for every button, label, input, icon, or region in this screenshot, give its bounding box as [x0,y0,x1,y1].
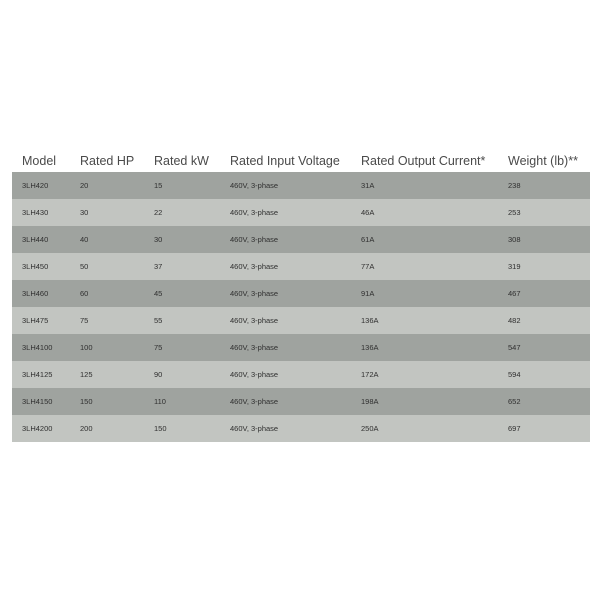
cell-model: 3LH420 [12,172,70,199]
cell-rated-hp: 30 [70,199,144,226]
cell-input-voltage: 460V, 3-phase [220,199,351,226]
cell-rated-hp: 125 [70,361,144,388]
table-row [12,334,590,361]
cell-model: 3LH475 [12,307,70,334]
cell-rated-kw: 90 [144,361,220,388]
cell-rated-kw: 110 [144,388,220,415]
cell-rated-kw: 75 [144,334,220,361]
cell-output-current: 31A [351,172,498,199]
cell-rated-hp: 75 [70,307,144,334]
cell-input-voltage: 460V, 3-phase [220,280,351,307]
cell-input-voltage: 460V, 3-phase [220,172,351,199]
header-weight: Weight (lb)** [508,154,578,168]
table-row [12,199,590,226]
table-row [12,253,590,280]
cell-model: 3LH440 [12,226,70,253]
cell-weight: 253 [498,199,590,226]
cell-weight: 319 [498,253,590,280]
cell-weight: 697 [498,415,590,442]
header-rated-input-voltage: Rated Input Voltage [230,154,340,168]
cell-model: 3LH450 [12,253,70,280]
cell-rated-kw: 37 [144,253,220,280]
cell-model: 3LH4200 [12,415,70,442]
spec-table [12,150,590,442]
cell-weight: 308 [498,226,590,253]
cell-rated-kw: 15 [144,172,220,199]
header-rated-output-current: Rated Output Current* [361,154,486,168]
cell-rated-hp: 100 [70,334,144,361]
table-row [12,388,590,415]
spec-table-container [12,150,590,442]
cell-rated-kw: 45 [144,280,220,307]
cell-input-voltage: 460V, 3-phase [220,253,351,280]
table-header-row [12,150,590,172]
header-rated-hp: Rated HP [80,154,135,168]
cell-input-voltage: 460V, 3-phase [220,415,351,442]
cell-rated-kw: 150 [144,415,220,442]
table-row [12,307,590,334]
cell-rated-hp: 50 [70,253,144,280]
cell-rated-kw: 30 [144,226,220,253]
cell-output-current: 172A [351,361,498,388]
cell-output-current: 136A [351,307,498,334]
cell-output-current: 61A [351,226,498,253]
cell-rated-hp: 150 [70,388,144,415]
table-row [12,361,590,388]
cell-output-current: 46A [351,199,498,226]
table-row [12,172,590,199]
cell-rated-hp: 200 [70,415,144,442]
cell-weight: 594 [498,361,590,388]
cell-input-voltage: 460V, 3-phase [220,226,351,253]
cell-input-voltage: 460V, 3-phase [220,334,351,361]
cell-weight: 467 [498,280,590,307]
cell-weight: 652 [498,388,590,415]
header-model: Model [22,154,57,168]
cell-rated-hp: 20 [70,172,144,199]
cell-output-current: 136A [351,334,498,361]
cell-weight: 238 [498,172,590,199]
table-row [12,280,590,307]
cell-input-voltage: 460V, 3-phase [220,361,351,388]
table-row [12,226,590,253]
header-rated-kw: Rated kW [154,154,209,168]
cell-model: 3LH4150 [12,388,70,415]
cell-model: 3LH4100 [12,334,70,361]
cell-input-voltage: 460V, 3-phase [220,307,351,334]
cell-rated-hp: 40 [70,226,144,253]
cell-model: 3LH4125 [12,361,70,388]
cell-weight: 482 [498,307,590,334]
cell-input-voltage: 460V, 3-phase [220,388,351,415]
table-row [12,415,590,442]
cell-rated-hp: 60 [70,280,144,307]
cell-output-current: 77A [351,253,498,280]
cell-output-current: 91A [351,280,498,307]
cell-model: 3LH460 [12,280,70,307]
cell-rated-kw: 55 [144,307,220,334]
cell-model: 3LH430 [12,199,70,226]
cell-rated-kw: 22 [144,199,220,226]
cell-output-current: 250A [351,415,498,442]
cell-weight: 547 [498,334,590,361]
cell-output-current: 198A [351,388,498,415]
